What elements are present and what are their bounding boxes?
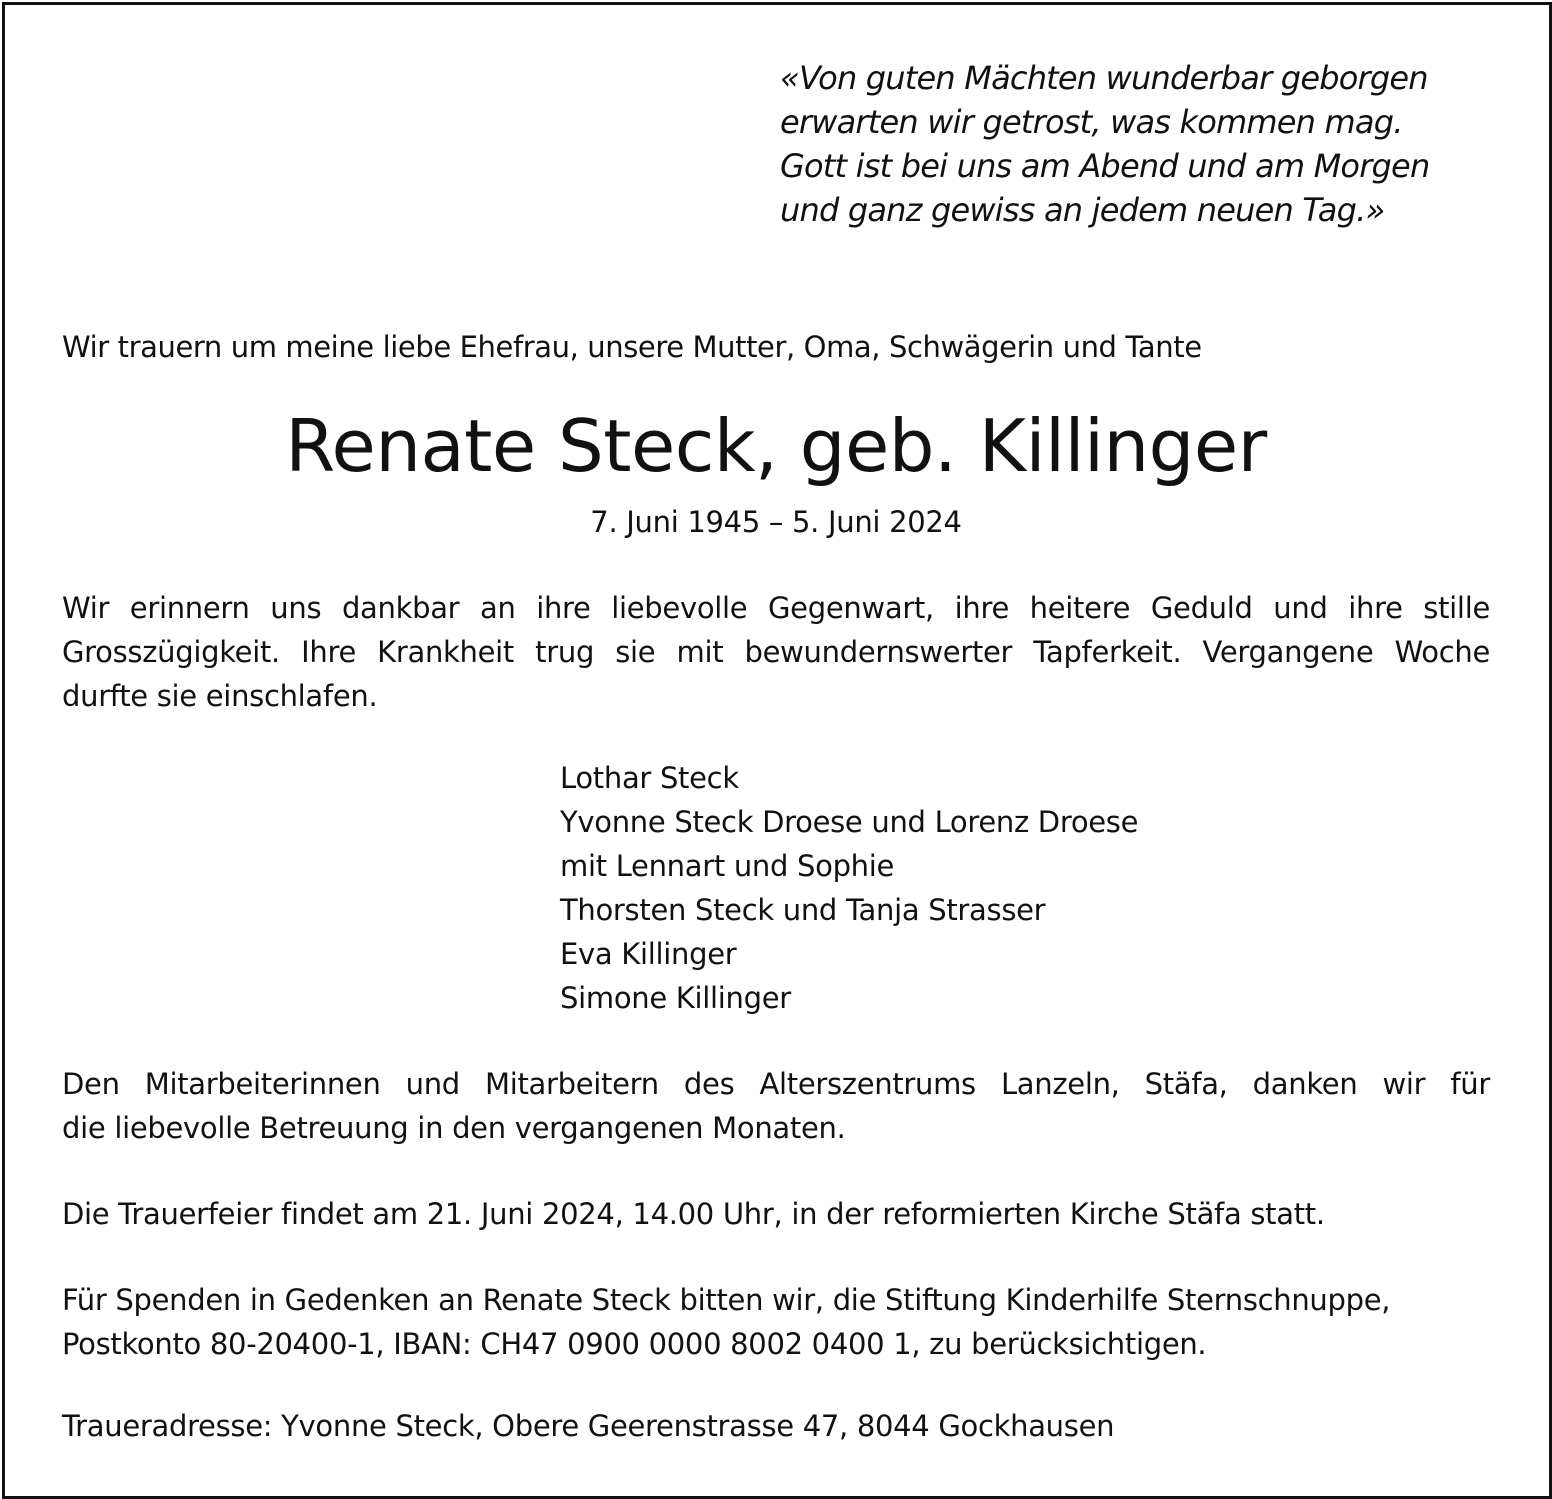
deceased-name: Renate Steck, geb. Killinger <box>285 404 1267 488</box>
donation-line: Postkonto 80-20400-1, IBAN: CH47 0900 0000 8002 0400 1, zu berücksichtigen. <box>62 1327 1207 1361</box>
memory-paragraph <box>62 586 1490 718</box>
mourner-name: Thorsten Steck und Tanja Strasser <box>560 893 1046 927</box>
memory-line: Grosszügigkeit. Ihre Krankheit trug sie mit bewundernswerter Tapferkeit. Vergangene Woche <box>62 635 1490 669</box>
intro-text: Wir trauern um meine liebe Ehefrau, unsere Mutter, Oma, Schwägerin und Tante <box>62 330 1202 364</box>
mourner-name: mit Lennart und Sophie <box>560 849 895 883</box>
mourners-list <box>560 756 1138 1020</box>
memory-line: durfte sie einschlafen. <box>62 679 378 713</box>
mourner-name: Eva Killinger <box>560 937 737 971</box>
memory-line: Wir erinnern uns dankbar an ihre liebevolle Gegenwart, ihre heitere Geduld und ihre stille <box>62 591 1490 625</box>
thanks-line: Den Mitarbeiterinnen und Mitarbeitern des Alterszentrums Lanzeln, Stäfa, danken wir für <box>62 1067 1490 1101</box>
mourner-name: Lothar Steck <box>560 761 739 795</box>
ceremony-text: Die Trauerfeier findet am 21. Juni 2024, 14.00 Uhr, in der reformierten Kirche Stäfa statt. <box>62 1197 1325 1231</box>
thanks-paragraph <box>62 1062 1490 1150</box>
mourner-name: Simone Killinger <box>560 981 791 1015</box>
quote-line: erwarten wir getrost, was kommen mag. <box>780 103 1403 141</box>
donation-paragraph <box>62 1278 1390 1366</box>
thanks-line: die liebevolle Betreuung in den vergangenen Monaten. <box>62 1111 846 1145</box>
donation-line: Für Spenden in Gedenken an Renate Steck bitten wir, die Stiftung Kinderhilfe Sternschnuppe, <box>62 1283 1391 1317</box>
mourner-name: Yvonne Steck Droese und Lorenz Droese <box>560 805 1139 839</box>
bible-quote <box>780 56 1429 232</box>
quote-line: und ganz gewiss an jedem neuen Tag.» <box>780 191 1385 229</box>
quote-line: Gott ist bei uns am Abend und am Morgen <box>780 147 1430 185</box>
mourning-address: Traueradresse: Yvonne Steck, Obere Geerenstrasse 47, 8044 Gockhausen <box>62 1409 1115 1443</box>
life-dates: 7. Juni 1945 – 5. Juni 2024 <box>590 505 962 539</box>
quote-line: «Von guten Mächten wunderbar geborgen <box>780 59 1428 97</box>
